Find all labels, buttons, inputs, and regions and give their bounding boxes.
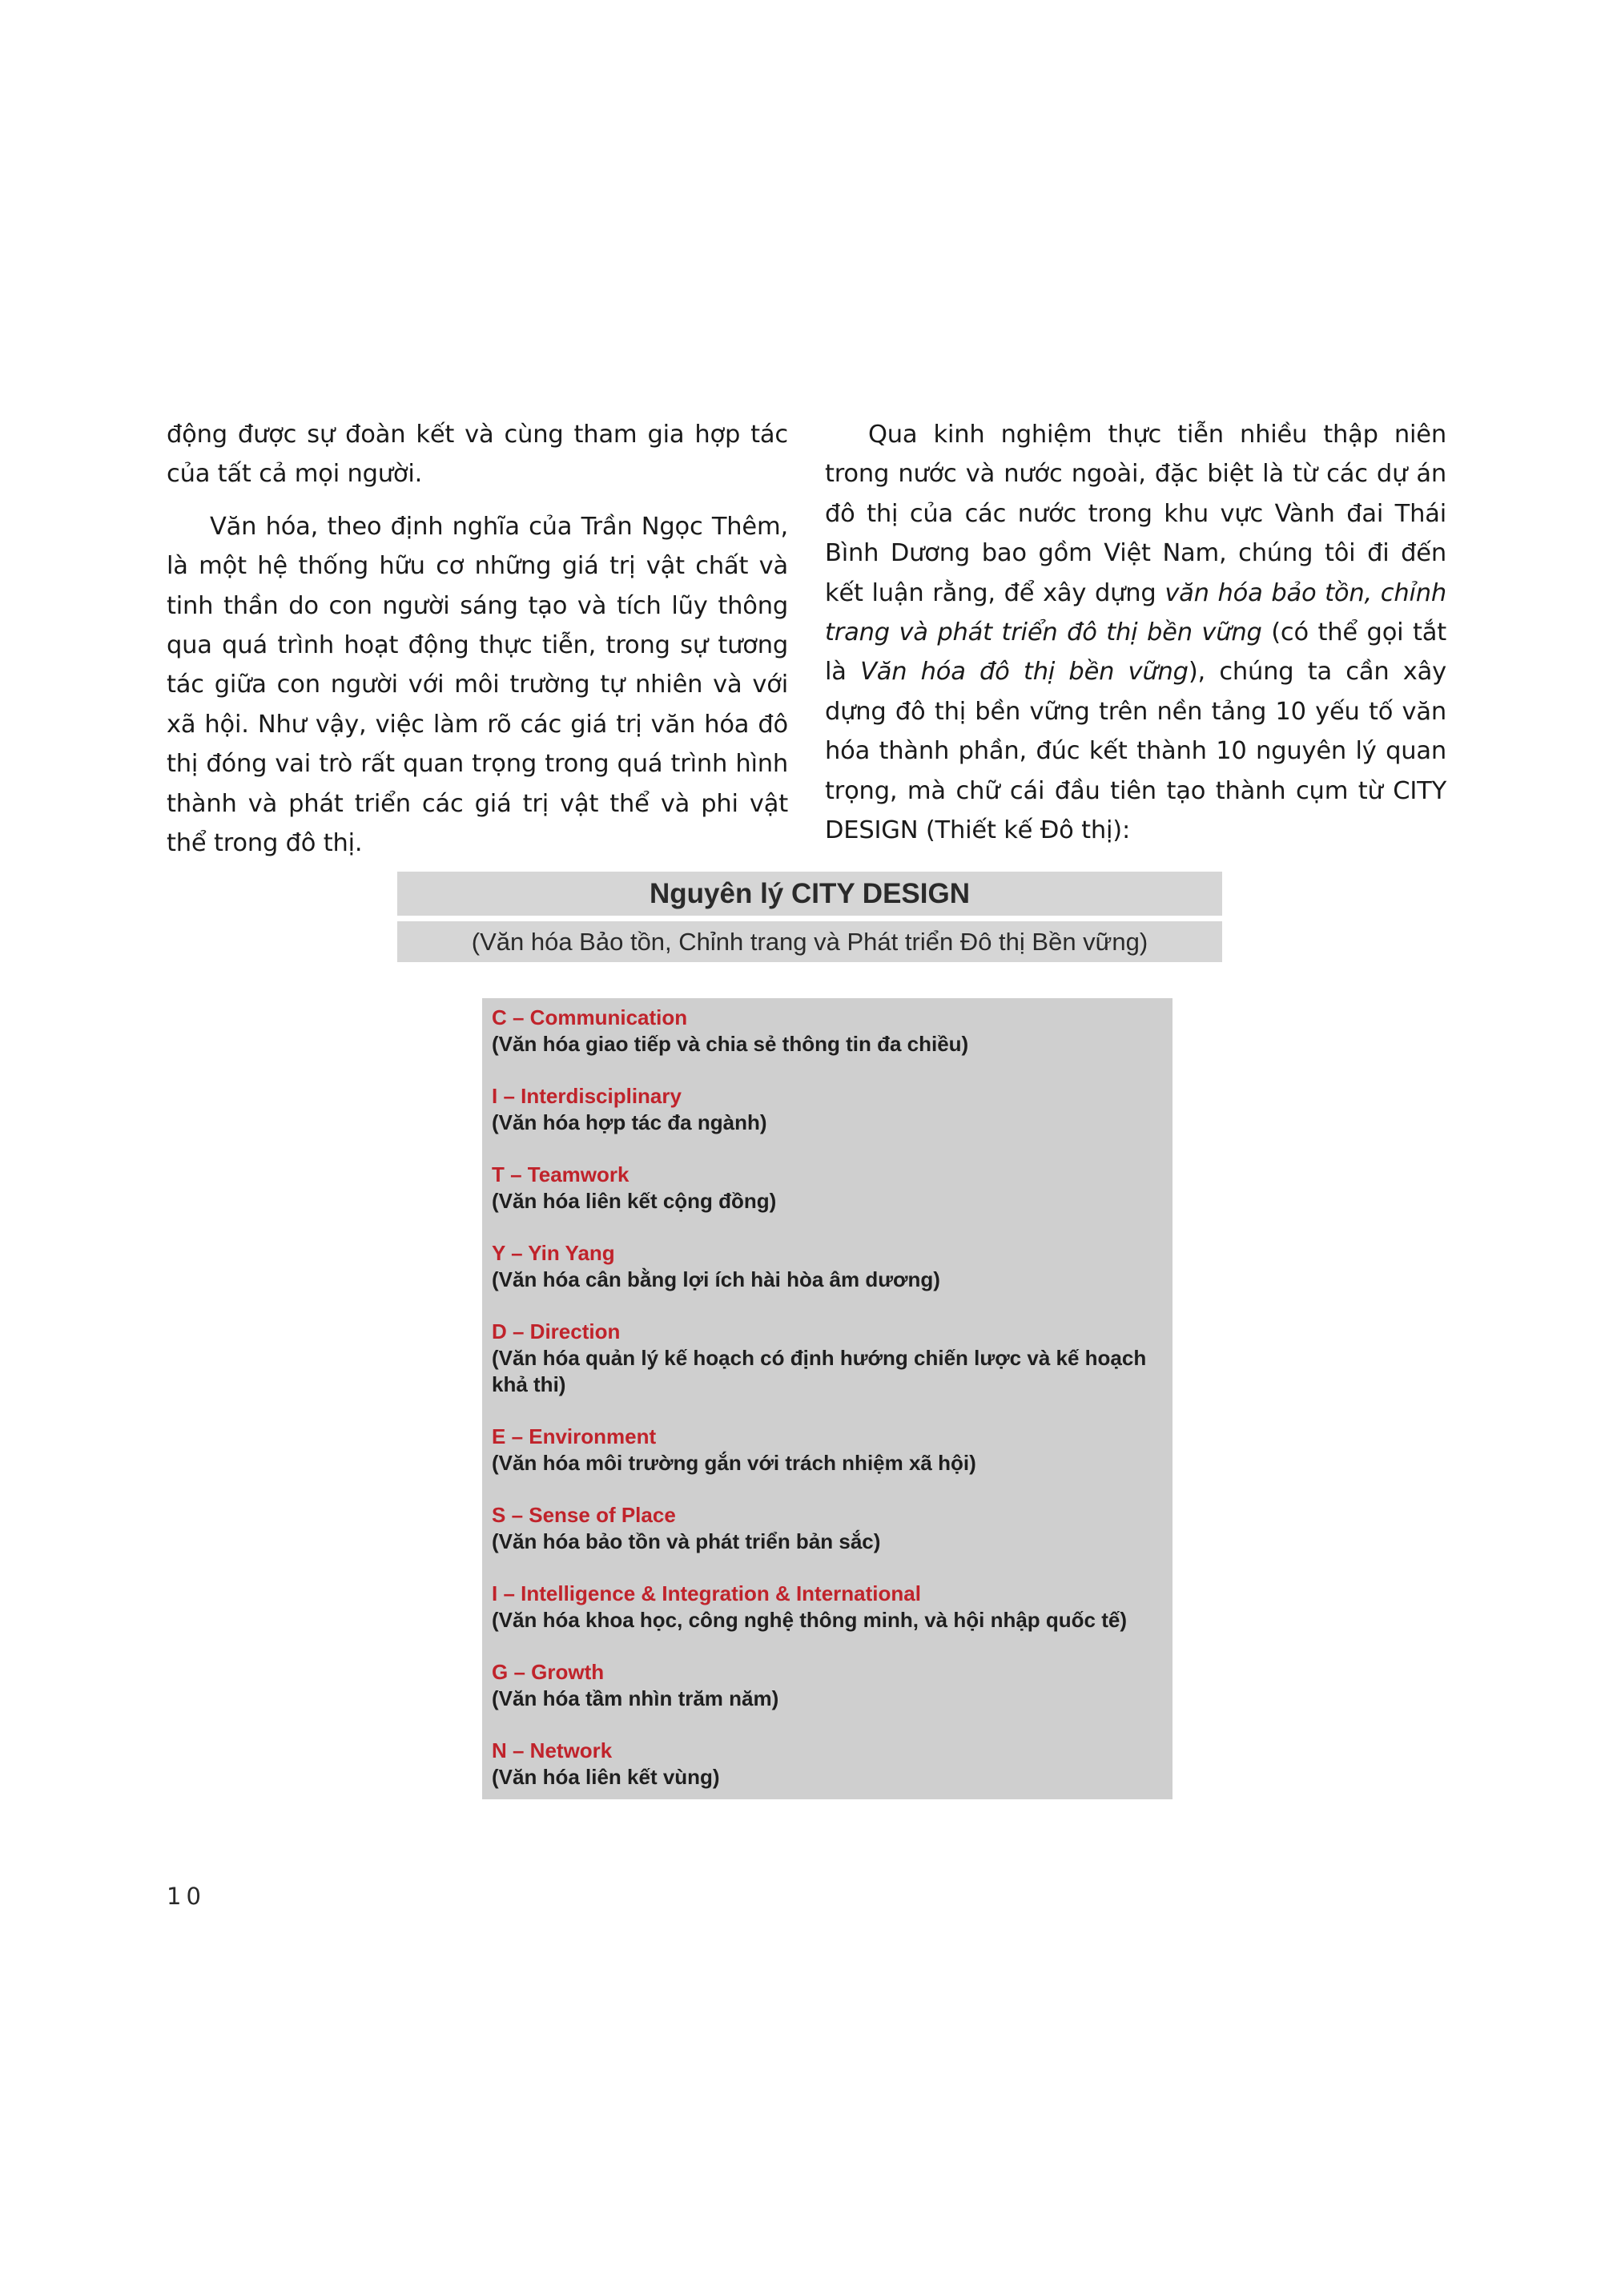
principle-code: I – Interdisciplinary [492,1084,682,1108]
principle-code: T – Teamwork [492,1162,629,1186]
principles-box [482,998,1173,1799]
principle-code: C – Communication [492,1005,688,1029]
right-column [825,415,1446,850]
figure-title: Nguyên lý CITY DESIGN [397,872,1222,916]
principle-description: (Văn hóa liên kết vùng) [492,1765,720,1789]
figure-subtitle: (Văn hóa Bảo tồn, Chỉnh trang và Phát triển Đô thị Bền vững) [397,921,1222,962]
principle-description: (Văn hóa tầm nhìn trăm năm) [492,1686,779,1710]
principle-item [492,1162,1163,1214]
page-number: 10 [167,1883,206,1910]
principle-description: (Văn hóa quản lý kế hoạch có định hướng chiến lược và kế hoạch khả thi) [492,1346,1147,1396]
principle-code: N – Network [492,1738,613,1762]
principle-description: (Văn hóa cân bằng lợi ích hài hòa âm dương) [492,1267,940,1291]
principle-description: (Văn hóa môi trường gắn với trách nhiệm xã hội) [492,1451,976,1475]
left-column [167,415,788,863]
principle-code: E – Environment [492,1424,657,1448]
principle-item [492,1240,1163,1293]
principle-description: (Văn hóa bảo tồn và phát triển bản sắc) [492,1529,881,1553]
principle-description: (Văn hóa khoa học, công nghệ thông minh, và hội nhập quốc tế) [492,1608,1127,1632]
paragraph-city-design-intro [825,415,1446,850]
principle-item [492,1424,1163,1476]
intro-text-3: ), chúng ta cần xây dựng đô thị bền vững trên nền tảng 10 yếu tố văn hóa thành phần, đúc kết thành 10 nguyên lý quan trọng, mà chữ cái đầu tiên tạo thành cụm từ CITY DESIGN (Thiết kế Đô thị): [825,658,1446,845]
principle-description: (Văn hóa liên kết cộng đồng) [492,1189,777,1213]
principle-item [492,1659,1163,1712]
principle-code: G – Growth [492,1660,605,1684]
intro-italic-1: văn hóa bảo tồn, chỉnh trang và phát triển đô thị bền vững [825,578,1446,647]
principle-item [492,1502,1163,1555]
intro-text-2: (có thể gọi tắt là [825,618,1446,687]
intro-italic-2: Văn hóa đô thị bền vững [860,658,1189,687]
principle-code: S – Sense of Place [492,1503,676,1527]
principle-item [492,1083,1163,1136]
principle-description: (Văn hóa giao tiếp và chia sẻ thông tin đa chiều) [492,1032,969,1056]
principle-item [492,1581,1163,1633]
principle-description: (Văn hóa hợp tác đa ngành) [492,1110,767,1134]
principle-code: I – Intelligence & Integration & International [492,1581,921,1605]
paragraph-culture-definition: Văn hóa, theo định nghĩa của Trần Ngọc Thêm, là một hệ thống hữu cơ những giá trị vật chất và tinh thần do con người sáng tạo và tích lũy thông qua quá trình hoạt động thực tiễn, trong sự tương tác giữa con người với môi trường tự nhiên và với xã hội. Như vậy, việc làm rõ các giá trị văn hóa đô thị đóng vai trò rất quan trọng trong quá trình hình thành và phát triển các giá trị vật thể và phi vật thể trong đô thị. [167,512,788,858]
paragraph-continuation: động được sự đoàn kết và cùng tham gia hợp tác của tất cả mọi người. [167,421,788,489]
principle-item [492,1005,1163,1057]
principle-code: Y – Yin Yang [492,1241,615,1265]
principle-code: D – Direction [492,1319,621,1343]
intro-text-1: Qua kinh nghiệm thực tiễn nhiều thập niên trong nước và nước ngoài, đặc biệt là từ các dự án đô thị của các nước trong khu vực Vành đai Thái Bình Dương bao gồm Việt Nam, chúng tôi đi đến kết luận rằng, để xây dựng [825,421,1446,607]
principle-item [492,1319,1163,1398]
principle-item [492,1738,1163,1790]
